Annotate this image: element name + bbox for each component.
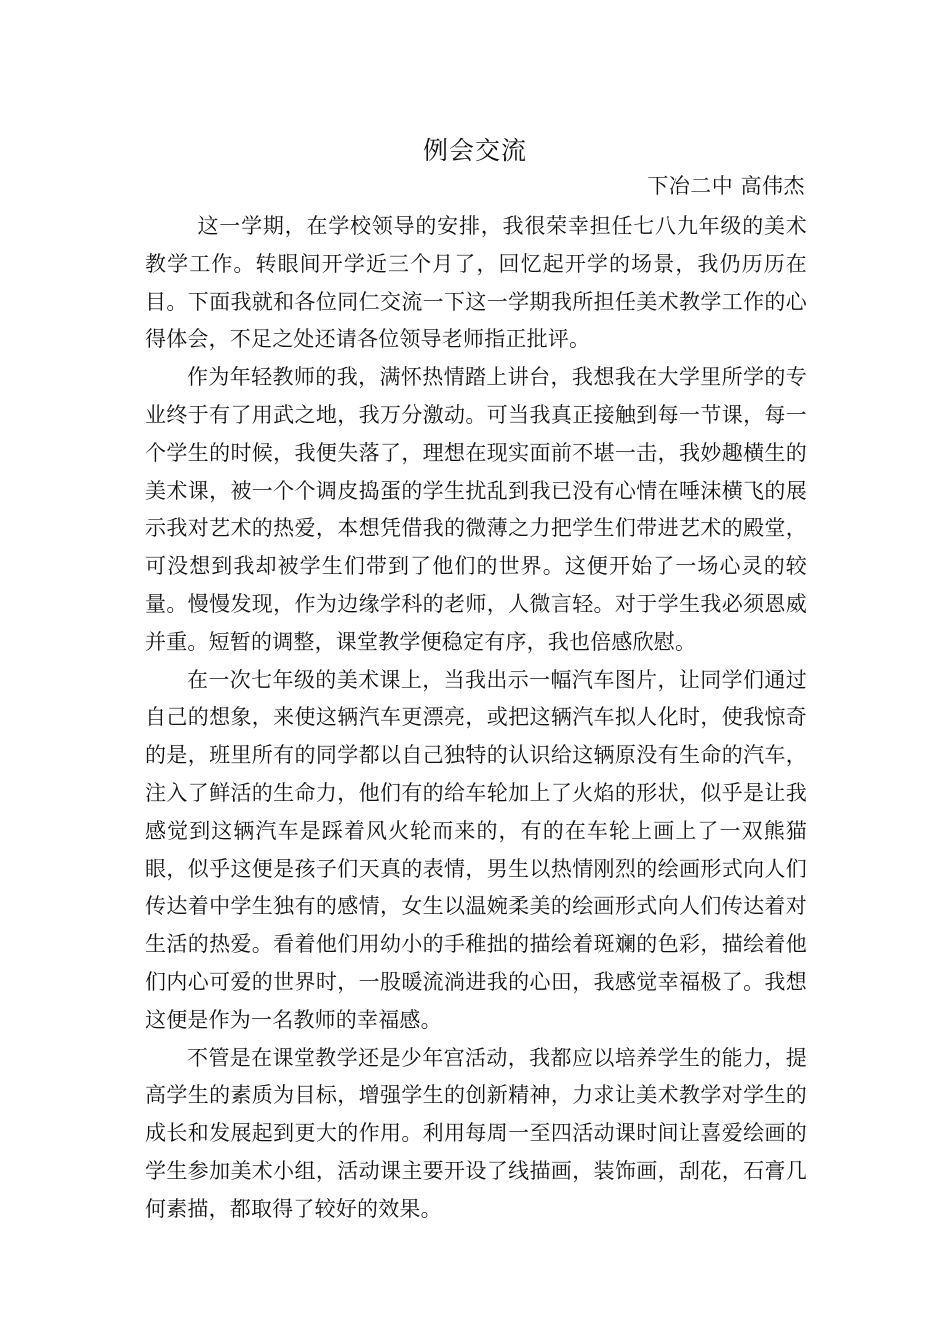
document-body — [145, 208, 807, 1229]
document-author: 下冶二中 高伟杰 — [647, 174, 805, 198]
paragraph-2: 作为年轻教师的我，满怀热情踏上讲台，我想我在大学里所学的专业终于有了用武之地，我万分激动。可当我真正接触到每一节课，每一个学生的时候，我便失落了，理想在现实面前不堪一击，我妙趣横生的美术课，被一个个调皮捣蛋的学生扰乱到我已没有心情在唾沫横飞的展示我对艺术的热爱，本想凭借我的微薄之力把学生们带进艺术的殿堂，可没想到我却被学生们带到了他们的世界。这便开始了一场心灵的较量。慢慢发现，作为边缘学科的老师，人微言轻。对于学生我必须恩威并重。短暂的调整，课堂教学便稳定有序，我也倍感欣慰。 — [145, 365, 807, 654]
document-title: 例会交流 — [422, 136, 527, 165]
paragraph-4: 不管是在课堂教学还是少年宫活动，我都应以培养学生的能力，提高学生的素质为目标，增强学生的创新精神，力求让美术教学对学生的成长和发展起到更大的作用。利用每周一至四活动课时间让喜爱绘画的学生参加美术小组，活动课主要开设了线描画，装饰画，刮花，石膏几何素描，都取得了较好的效果。 — [145, 1045, 807, 1221]
paragraph-1: 这一学期，在学校领导的安排，我很荣幸担任七八九年级的美术教学工作。转眼间开学近三个月了，回忆起开学的场景，我仍历历在目。下面我就和各位同仁交流一下这一学期我所担任美术教学工作的心得体会，不足之处还请各位领导老师指正批评。 — [145, 214, 807, 352]
paragraph-3: 在一次七年级的美术课上，当我出示一幅汽车图片，让同学们通过自己的想象，来使这辆汽车更漂亮，或把这辆汽车拟人化时，使我惊奇的是，班里所有的同学都以自己独特的认识给这辆原没有生命的汽车，注入了鲜活的生命力，他们有的给车轮加上了火焰的形状，似乎是让我感觉到这辆汽车是踩着风火轮而来的，有的在车轮上画上了一双熊猫眼，似乎这便是孩子们天真的表情，男生以热情刚烈的绘画形式向人们传达着中学生独有的感情，女生以温婉柔美的绘画形式向人们传达着对生活的热爱。看着他们用幼小的手稚拙的描绘着斑斓的色彩，描绘着他们内心可爱的世界时，一股暖流淌进我的心田，我感觉幸福极了。我想这便是作为一名教师的幸福感。 — [145, 667, 807, 1032]
